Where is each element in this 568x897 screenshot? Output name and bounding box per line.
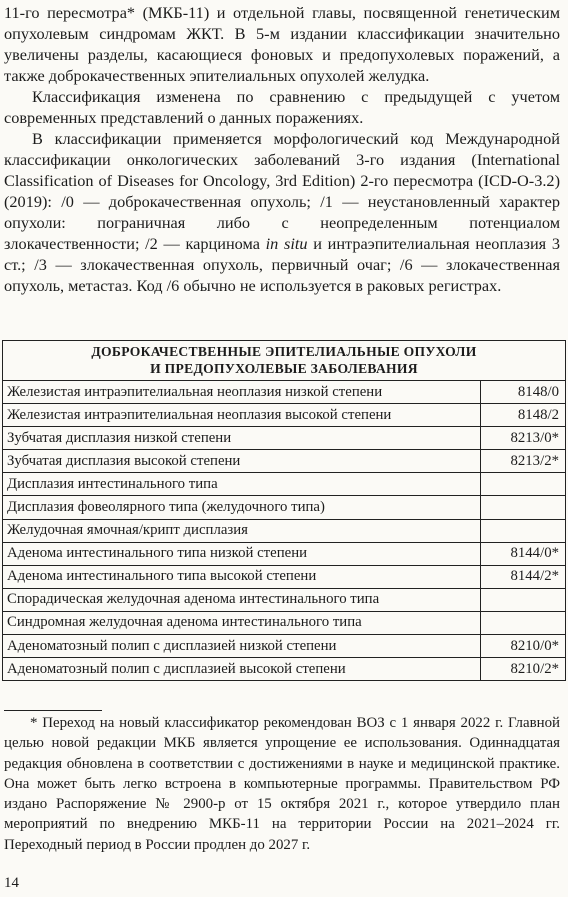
footnote — [4, 713, 560, 855]
row-name: Железистая интраэпителиальная неоплазия низкой степени — [7, 383, 383, 400]
table-row — [3, 519, 565, 542]
body-text — [4, 2, 560, 296]
table-row — [3, 450, 565, 473]
paragraph-3-part-1: В классификации применяется морфологический код Международной классификации онкологических заболеваний 3-го издания (International Classification of Diseases for Oncology, 3rd Edition) 2-го пересмотра (ICD-O-3.2) (2019): /0 — доброкачественная опухоль; /1 — неустановленный характер опухоли: пограничная либо с неопределенным потенциалом злокачественности; /2 — карцинома — [4, 129, 560, 253]
row-name: Аденома интестинального типа низкой степени — [3, 542, 481, 565]
paragraph-2: Классификация изменена по сравнению с предыдущей с учетом современных представлений о данных поражениях. — [4, 87, 560, 127]
row-code — [481, 611, 566, 634]
paragraph-1: 11-го пересмотра* (МКБ-11) и отдельной главы, посвященной генетическим опухолевым синдромам ЖКТ. В 5-м издании классификации значительно увеличены разделы, касающиеся фоновых и предопухолевых поражений, а также доброкачественных эпителиальных опухолей желудка. — [4, 3, 560, 85]
row-code: 8210/2* — [481, 658, 566, 681]
row-code: 8213/2* — [481, 450, 566, 473]
row-name: Спорадическая желудочная аденома интестинального типа — [3, 588, 481, 611]
paragraph-3-part-2: и интраэпителиальная неоплазия 3 ст.; /3 — злокачественная опухоль, первичный очаг; /6 — злокачественная опухоль, метастаз. Код /6 обычно не используется в раковых регистрах. — [4, 234, 560, 295]
paragraph-3-italic: in situ — [265, 234, 308, 253]
row-name: Дисплазия фовеолярного типа (желудочного типа) — [3, 496, 481, 519]
row-code: 8148/0 — [481, 381, 566, 404]
table-row — [3, 588, 565, 611]
row-code: 8213/0* — [481, 427, 566, 450]
row-name: Желудочная ямочная/крипт дисплазия — [3, 519, 481, 542]
table-row — [3, 542, 565, 565]
row-code — [481, 519, 566, 542]
table-row — [3, 381, 565, 404]
table-row — [3, 611, 565, 634]
row-code — [481, 588, 566, 611]
table-row — [3, 565, 565, 588]
row-code: 8144/0* — [481, 542, 566, 565]
footnote-divider — [4, 710, 102, 711]
footnote-text: * Переход на новый классификатор рекомендован ВОЗ с 1 января 2022 г. Главной целью новой редакции МКБ является упрощение ее использования. Одиннадцатая редакция обновлена в соответствии с достижениями в науке и медицинской практике. Она может быть легко встроена в компьютерные программы. Правительством РФ издано Распоряжение № 2900-р от 15 октября 2021 г., которое утвердило план мероприятий по внедрению МКБ-11 на территории России на 2021–2024 гг. Переходный период в России продлен до 2027 г. — [4, 715, 560, 853]
table-row — [3, 635, 565, 658]
row-name: Аденома интестинального типа высокой степени — [3, 565, 481, 588]
row-name: Аденоматозный полип с дисплазией низкой степени — [3, 635, 481, 658]
table-row — [3, 473, 565, 496]
table-title — [3, 341, 565, 381]
table-row — [3, 658, 565, 681]
classification-table — [2, 340, 566, 681]
row-code — [481, 473, 566, 496]
row-name: Железистая интраэпителиальная неоплазия высокой степени — [3, 404, 481, 427]
row-code: 8210/0* — [481, 635, 566, 658]
row-name: Синдромная желудочная аденома интестинального типа — [3, 611, 481, 634]
row-name: Зубчатая дисплазия низкой степени — [3, 427, 481, 450]
row-name: Аденоматозный полип с дисплазией высокой степени — [3, 658, 481, 681]
row-code — [481, 496, 566, 519]
table-row — [3, 427, 565, 450]
table-row — [3, 496, 565, 519]
row-code: 8144/2* — [481, 565, 566, 588]
row-name: Дисплазия интестинального типа — [3, 473, 481, 496]
table-row — [3, 404, 565, 427]
table-title-line-1: ДОБРОКАЧЕСТВЕННЫЕ ЭПИТЕЛИАЛЬНЫЕ ОПУХОЛИ — [91, 344, 477, 359]
page-number: 14 — [4, 875, 19, 891]
row-code: 8148/2 — [481, 404, 566, 427]
table-title-line-2: И ПРЕДОПУХОЛЕВЫЕ ЗАБОЛЕВАНИЯ — [150, 361, 418, 376]
paragraph-3 — [4, 128, 560, 296]
row-name: Зубчатая дисплазия высокой степени — [3, 450, 481, 473]
table-body — [3, 381, 565, 680]
